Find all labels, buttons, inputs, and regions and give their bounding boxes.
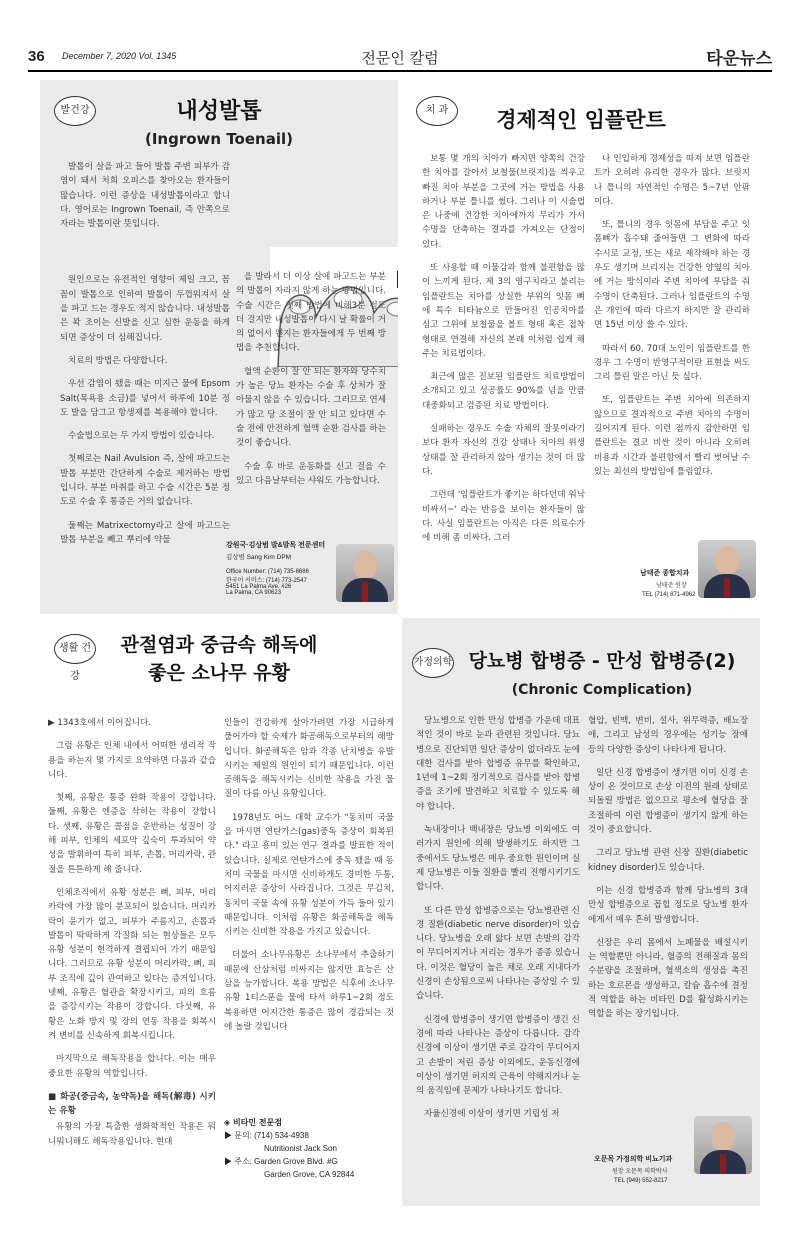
article-title: 내성발톱 [176,99,262,124]
issue-date: December 7, 2020 Vol. 1345 [62,51,177,61]
article-column-2: 나 인입하게 경제성을 따져 보면 임플란트가 오히려 유리한 경우가 많다. 브릿지나 틀니의 자연적인 수명은 5~7년 안팎이다. 또, 틀니의 경우 잇몸에 부담을 주고 잇몸뼈가 흡수돼 줄어들면 그 변화에 따라 수시로 교정, 또는 새로 제작해야 하는 경우도 생기며 브리지는 건강한 양옆의 치아에 거는 방식이라 주변 치아에 부담을 줘 수명이 단축된다. 그러나 임플란트의 수명은 개인에 따라 다르기 하지만 잘 관리하면 15년 이상 쓸 수 있다. 따라서 60, 70대 노인이 임플란트를 한 경우 그 수명이 반영구적이란 표현을 써도 그리 틀린 말은 아닌 듯 싶다. 또, 임플란트는 주변 치아에 의존하지 않으므로 결과적으로 주변 치아의 수명이 길어지게 된다. 이런 점까지 감안하면 임플란트는 결코 비싼 것이 아니라 오히려 비용과 시간과 불편함에서 빨리 벗어날 수 있는 최선의 방법임에 틀림없다. [594,154,750,477]
author-photo [698,540,756,598]
article-title-line1: 관절염과 중금속 해독에 [120,634,318,656]
category-tag: 치 과 [416,96,458,126]
article-title: 당뇨병 합병증 - 만성 합병증(2) [468,650,736,672]
category-tag: 가정의학 [412,648,454,678]
article-column-2: 인들이 건강하게 살아가려면 가장 시급하게 풀어가야 할 숙제가 화공해독으로부터의 해방입니다. 화공해독은 암과 각종 난치병을 유발시키는 제일의 원인이 되기 때문입니다. 이런 공해독을 해독시키는 신비한 작용을 가진 물질이 다름 아닌 유황입니다. 1978년도 어느 대학 교수가 "동치미 국물을 마시면 연탄가스(gas)중독 증상이 회복된다." 라고 흥미 있는 연구 결과를 발표한 적이 있습니다. 실제로 연탄가스에 중독 됐을 때 동치미 국물을 마시면 신비하게도 경미한 두통, 어지러운 증상이 사라집니다. 그것은 무김치, 동치미 국물 속에 유황 성분이 가득 들어 있기 때문입니다. 이처럼 유황은 화공해독을 해독시키는 신비한 작용을 가지고 있습니다. 더불어 소나무유황은 소나무에서 추출하기 때문에 산삼처럼 비싸지는 않지만 효능은 산삼을 능가합니다. 복용 방법은 식후에 소나무 유황 1티스푼을 물에 타서 하루1~2회 정도 복용하면 어지간한 통증은 많이 경감되는 것에 놀랄 것입니다 [224,718,394,1032]
category-tag: 생활 건강 [54,634,96,664]
article-column-2: 을 발라서 더 이상 살에 파고드는 부분의 발톱이 자라지 않게 하는 방법입니다. 수술 시간은 첫째 방법에 비해3분 정도 더 걸지만 내성발톱이 다시 날 확률이 거의 없어서 웬지는 환자들에게 두 번째 방법을 추천합니다. 혈액 순환이 잘 안 되는 환자와 당수치가 높은 당뇨 환자는 수술 후 상처가 잘 아물지 않을 수 있습니다. 그러므로 연세가 많고 당 조절이 잘 안 되고 있다면 수술 전에 안전하게 혈액 순환 검사를 하는 것이 좋습니다. 수술 후 바로 운동화를 신고 걸을 수 있고 다음날부터는 샤워도 가능합니다. [236,272,386,486]
author-photo [694,1116,752,1174]
image-label [397,271,398,288]
article-column-1: 보통 몇 개의 치아가 빠지면 양쪽의 건강한 치아를 갈아서 보철물(브릿지)을 씌우고 빠진 치아 부분을 그곳에 거는 방법을 사용하거나 부분 틀니를 썼다. 그러나 이 시술법은 나중에 건강한 치아에까지 무리가 가서 수명을 단축하는 결과를 가져오는 단점이 있다. 또 사용할 때 이물감과 함께 불편함을 많이 느끼게 된다. 제 3의 영구치라고 불리는 임플란트는 치아를 상실한 부위의 잇몸 뼈에 특수 티타늄으로 만들어진 인공치아를 심고 그위에 보철물을 볼트 형태 혹은 접착 형태로 연결해 자신의 본래 이처럼 쉽게 해주는 치료법이다. 최근에 많은 진보된 임플란트 치료방법이 소개되고 있고 성공률도 90%를 넘을 만큼 대중화되고 검증된 치료 방법이다. 실패하는 경우도 수술 자체의 잘못이라기보다 환자 자신의 건강 상태나 치아의 위생상태를 잘 관리하지 않아 생기는 것이 더 많다. 그런데 '임플란트가 좋기는 하다던데 워낙 비싸서~' 라는 반응을 보이는 환자들이 많다. 사실 임플란트는 아직은 다른 의료수가에 비해 좀 비싸다. 그러 [422,154,585,544]
article-title: 경제적인 임플란트 [496,108,666,132]
article-title-line2: 좋은 소나무 유황 [148,662,290,684]
article-subtitle: (Chronic Complication) [511,682,693,698]
article-ingrown-toenail [40,80,398,614]
page-header [28,42,772,72]
author-photo [336,544,394,602]
category-tag: 발건강 [54,96,96,126]
author-card: 남태준 종합치과 남태준 원장 TEL (714) 871-4962 [594,540,754,610]
article-subtitle: (Ingrown Toenail) [145,130,293,148]
article-column-2: 혈압, 빈맥, 변비, 설사, 위무력증, 배뇨장애, 그리고 남성의 경우에는 성기능 장애 등의 다양한 증상이 나타나게 됩니다. 일단 신경 합병증이 생기면 이미 신경 손상이 온 것이므로 손상 이전의 원래 상태로 되돌릴 방법은 없으므로 평소에 혈당을 잘 조절하여 이런 합병증이 생기지 않게 하는 것이 중요합니다. 그리고 당뇨병 관련 신장 질환(diabetic kidney disorder)도 있습니다. 이는 신경 합병증과 함께 당뇨병의 3대 만성 합병증으로 꼽힐 정도로 당뇨병 환자에게서 매우 흔히 발생합니다. 신장은 우리 몸에서 노폐물을 배설시키는 역할뿐만 아니라, 혈증의 전해질과 몸의 수분량을 조절하며, 혈색소의 생성을 촉진하는 호르몬을 생성하고, 칼슘 흡수에 결정적 역할을 하는 비타민 D를 활성화시키는 역할을 하는 장기입니다. [588,716,748,1020]
section-title: 전문인 칼럼 [361,49,439,67]
author-card: 오문목 가정의학 비뇨기과 원장 오문목 의학박사 TEL (949) 552-8217 [588,1114,756,1200]
brand-logo: 타운뉴스 [706,49,772,69]
article-column-1: 발톱이 살을 파고 들어 발톱 주변 피부가 감염이 돼서 처희 오피스를 찾아오는 환자들이 많습니다. 이런 증상을 내성발톱이라고 합니다. 영어로는 Ingrown Toenail, 즉 안쪽으로 자라는 발톱이란 뜻입니다. 원인으로는 유전적인 영향이 제일 크고, 꼼꼼이 발톱으로 인하여 발톱이 두껍워져서 살을 파고 드는 경우도 적지 않습니다. 내성발톱은 꽉 조이는 신발을 신고 심한 운동을 하게 되면 증상이 더 심해집니다. 치료의 방법은 다양합니다. 우선 감염이 됐을 때는 미지근 물에 Epsom Salt(목욕용 소금)를 넣어서 하루에 10분 정도 발을 담그고 항생제를 복용해야 합니다. 수술법으로는 두 가지 방법이 있습니다. 첫째로는 Nail Avulsion 즉, 살에 파고드는 발톱 부분만 간단하게 수술로 제거하는 방법입니다. 부분 마취를 하고 수술 시간은 5분 정도로 수술 후 통증은 거의 없습니다. 둘째는 Matrixectomy라고 살에 파고드는 발톱 부분을 빼고 뿌리에 약물 [60,162,230,545]
article-sulfur [40,618,398,1206]
author-card: ◈ 비타민 전문점 ▶ 문의: (714) 534-4938 Nutritionist Jack Son ▶ 주소: Garden Grove Blvd. #G Garden Grove, CA 92844 [224,1118,355,1179]
page-number: 36 [28,48,45,65]
author-card: 강원국·김상범 발&발목 전문센터 김상범 Sang Kim DPM Office Number: (714) 735-8686 한국어 서비스: (714) 773-2547 5451 La Palma Ave. #26 La Palma, CA 90623 [226,540,394,610]
article-column-1: 당뇨병으로 인한 만성 합병증 가운데 대표적인 것이 바로 눈과 관련된 것입니다. 당뇨병으로 진단되면 일단 증상이 없더라도 눈에 대한 검사를 받아 합병증 유무를 확인하고, 1년에 1~2회 정기적으로 검사를 받아 합병증을 조기에 발견하고 치료할 수 있도록 해야 합니다. 녹내장이나 백내장은 당뇨병 이외에도 여러가지 원인에 의해 발생하기도 하지만 그 중에서도 당뇨병은 매우 중요한 원인이며 실제 당뇨병은 이들 질환을 빨리 진행시키기도 합니다. 또 다른 만성 합병증으로는 당뇨병관련 신경 질환(diabetic nerve disorder)이 있습니다. 당뇨병을 오래 앓다 보면 손발의 감각이 무디어지거나 저리는 경우가 종종 있습니다. 이것은 혈당이 높은 채로 오래 지내다가 신경이 손상됨으로써 나타나는 증상일 수 있습니다. 신경에 합병증이 생기면 합병증이 생긴 신경에 따라 나타나는 증상이 다릅니다. 감각신경에 이상이 생기면 주로 감각이 무디어지고 손발이 저린 증상 이외에도, 운동신경에 이상이 생기면 허지의 근육이 약해지거나 눈의 움직임에 문제가 나타나기도 합니다. 자율신경에 이상이 생기면 기립성 저 [416,716,580,1120]
article-implant [402,80,760,614]
article-column-1: ▶ 1343호에서 이어집니다. 그럼 유황은 인체 내에서 어떠한 생리적 작용을 하는지 몇 가지로 요약하면 다음과 같습니다. 첫째, 유황은 통증 완화 작용이 강합니다. 둘째, 유황은 엔증을 삭히는 작용이 강합니다. 셋째, 유황은 콜점을 운반하는 성질이 강해 피부, 인체의 세포막 깊숙이 투과되어 약성을 발휘하여 특히 피부, 손톱, 머리카락, 관절을 튼튼하게 해 줍니다. 인체조직에서 유황 성분은 뼈, 피부, 머리카락에 가장 많이 분포되어 있습니다. 머리카락이 윤기가 없고, 피부가 주름지고, 손톱과 발톱이 딱딱하게 각질화 되는 현상들은 모두 유황 성분이 현격하게 결핍되어 가기 때문입니다. 그러므로 유황 성분이 머리카락, 뼈, 피부 조직에 깊이 관여하고 있다는 증거입니다. 넷째, 유황은 혈관을 확장시키고, 피의 흐름을 증강시키는 작용이 강합니다. 다섯째, 유황은 노화 방지 및 장의 연동 작용을 회복시켜 변비를 신속하게 회복시킵니다. 마지막으로 해독작용을 합니다. 이는 매우 중요한 유황의 역할입니다. ■ 화공(중금속, 농약독)을 해독(解毒) 시키는 유황 유황의 가장 특출한 생화학적인 작용은 뭐니뭐니해도 해독작용입니다. 현대 [48,718,216,1147]
article-diabetes [402,618,760,1206]
